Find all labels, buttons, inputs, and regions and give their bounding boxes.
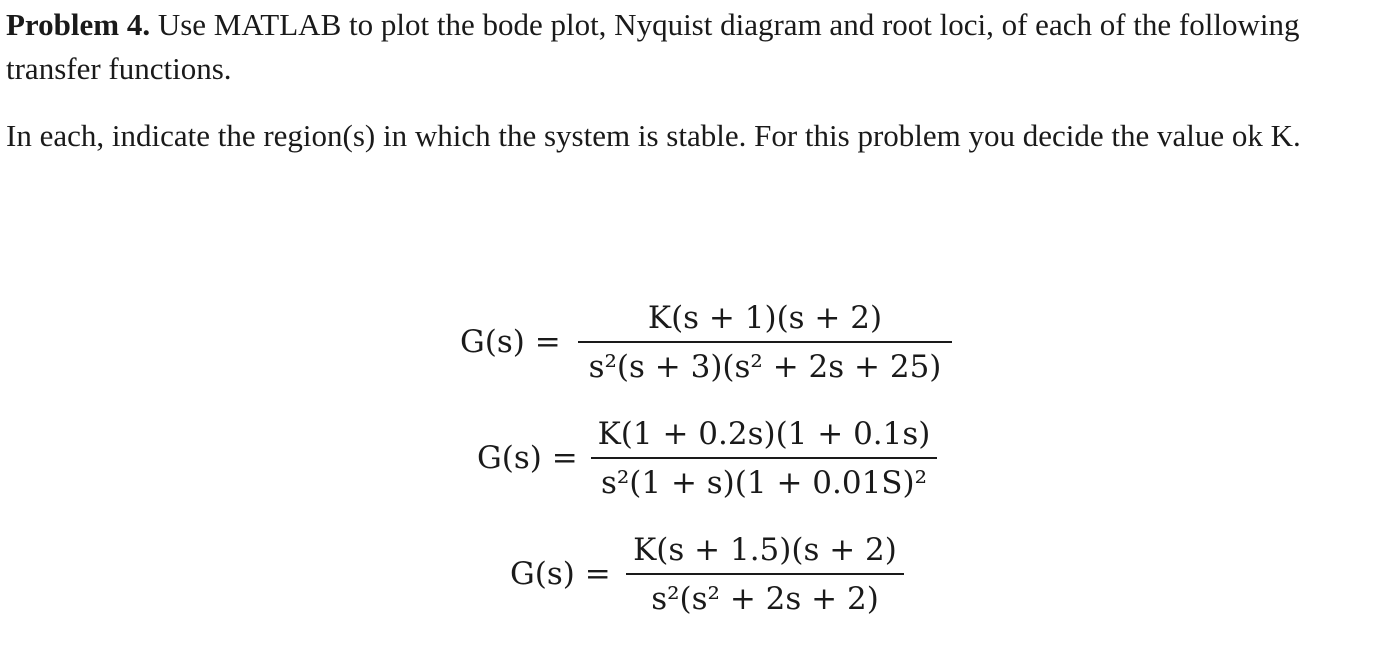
transfer-function-lhs: G(s) = xyxy=(477,440,578,476)
transfer-function-fraction xyxy=(626,530,904,619)
transfer-function-2 xyxy=(477,414,947,504)
transfer-function-denominator: s²(1 + s)(1 + 0.01S)² xyxy=(600,465,928,501)
transfer-function-1 xyxy=(460,298,960,388)
problem-instruction: In each, indicate the region(s) in which the system is stable. For this problem you decide the value ok K. xyxy=(6,118,1301,153)
transfer-function-lhs: G(s) = xyxy=(460,324,561,360)
fraction-bar xyxy=(578,341,952,343)
transfer-function-numerator: K(1 + 0.2s)(1 + 0.1s) xyxy=(597,416,931,452)
transfer-function-denominator: s²(s² + 2s + 2) xyxy=(651,581,879,617)
problem-intro: Use MATLAB to plot the bode plot, Nyquist diagram and root loci, of each of the following transfer functions. xyxy=(6,7,1300,86)
transfer-function-denominator: s²(s + 3)(s² + 2s + 25) xyxy=(588,349,942,385)
problem-number: Problem 4. xyxy=(6,7,151,42)
fraction-bar xyxy=(591,457,937,459)
transfer-function-numerator: K(s + 1.5)(s + 2) xyxy=(633,532,897,568)
transfer-function-lhs: G(s) = xyxy=(510,556,611,592)
transfer-function-fraction xyxy=(578,298,952,387)
transfer-function-3 xyxy=(510,530,910,620)
transfer-function-fraction xyxy=(591,414,937,503)
fraction-bar xyxy=(626,573,904,575)
problem-statement xyxy=(6,3,1374,91)
transfer-function-numerator: K(s + 1)(s + 2) xyxy=(647,300,883,336)
